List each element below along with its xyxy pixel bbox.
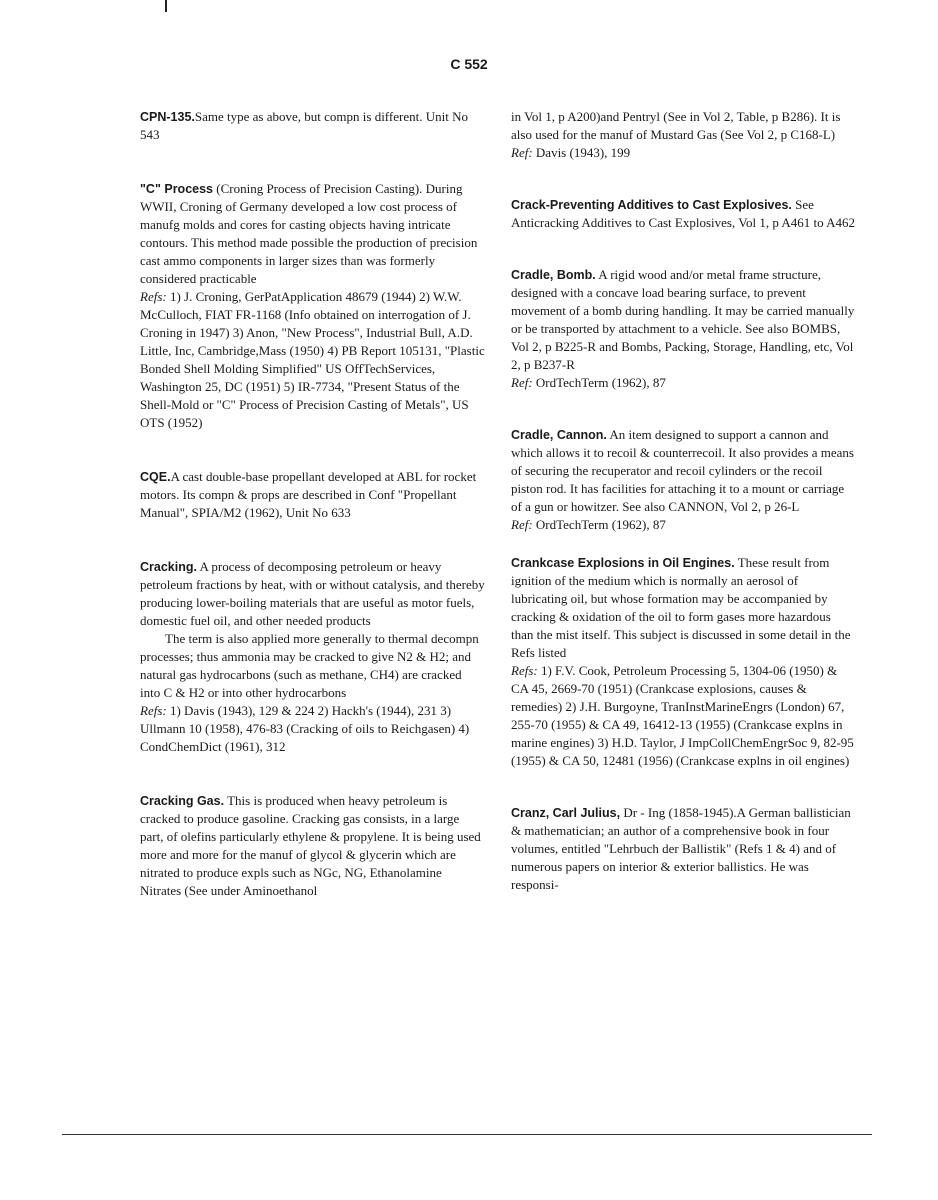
entry-body: See Anticracking Additives to Cast Explosives, Vol 1, p A461 to A462 (511, 197, 856, 230)
entry-heading: Crankcase Explosions in Oil Engines. (511, 556, 735, 570)
entry-body: A process of decomposing petroleum or heavy petroleum fractions by heat, with or without catalysis, and thereby producing lower-boiling materials that are useful as motor fuels, domestic fuel oil, and other needed products (140, 559, 485, 628)
entry-crack-preventing-additives (511, 196, 856, 232)
entry-c-process (140, 180, 485, 432)
entry-body: An item designed to support a cannon and which allows it to recoil & counterrecoil. It also provides a means of securing the recuperator and recoil cylinders or the recoil piston rod. It has facilities for attaching it to a mount or carriage of a gun or howitzer. See also CANNON, Vol 2, p 26-L (511, 427, 854, 514)
entry-heading: Cradle, Cannon. (511, 428, 607, 442)
entry-cradle-bomb (511, 266, 856, 392)
entry-body: (Croning Process of Precision Casting). During WWII, Croning of Germany developed a low cost process of manufg molds and cores for casting objects having intricate contours. This method made possible the production of precision cast ammo components in larger sizes than was formerly considered practicable (140, 181, 478, 286)
refs-label: Refs: (511, 663, 538, 678)
entry-heading: Cracking Gas. (140, 794, 225, 808)
entry-body: Dr - Ing (1858-1945).A German ballistician & mathematician; an author of a comprehensive book in four volumes, entitled "Lehrbuch der Ballistik" (Refs 1 & 4) and of numerous papers on interior & exterior ballistics. He was responsi- (511, 805, 851, 892)
entry-body: These result from ignition of the medium which is normally an aerosol of lubricating oil, but whose formation may be accompanied by cracking & oxidation of the oil to form gases more hazardous than the mist itself. This subject is discussed in some detail in the Refs listed (511, 555, 851, 660)
refs-label: Ref: (511, 517, 533, 532)
entry-heading: Crack-Preventing Additives to Cast Explosives. (511, 198, 792, 212)
entry-heading: Cranz, Carl Julius, (511, 806, 621, 820)
entry-body: A cast double-base propellant developed at ABL for rocket motors. Its compn & props are described in Conf "Propellant Manual", SPIA/M2 (1962), Unit No 633 (140, 469, 477, 520)
refs-text: OrdTechTerm (1962), 87 (532, 517, 666, 532)
entry-body: Same type as above, but compn is different. Unit No 543 (140, 109, 468, 142)
entry-crankcase-explosions (511, 554, 856, 770)
entry-continuation (511, 108, 856, 162)
entry-paragraph-2: The term is also applied more generally to thermal decompn processes; thus ammonia may be cracked to give N2 & H2; and natural gas hydrocarbons (such as methane, CH4) are cracked into C & H2 or into other hydrocarbons (140, 631, 479, 700)
entry-body: in Vol 1, p A200)and Pentryl (See in Vol 2, Table, p B286). It is also used for the manuf of Mustard Gas (See Vol 2, p C168-L) (511, 109, 841, 142)
refs-text: 1) J. Croning, GerPatApplication 48679 (1944) 2) W.W. McCulloch, FIAT FR-1168 (Info obtained on interrogation of J. Croning in 1947) 3) Anon, "New Process", Industrial Bull, A.D. Little, Inc, Cambridge,Mass (1950) 4) PB Report 105131, "Plastic Bonded Shell Molding Simplified" US OffTechServices, Washington 25, DC (1951) 5) IR-7734, "Present Status of the Shell-Mold or "C" Process of Precision Casting of Metals", US OTS (1952) (140, 289, 485, 430)
entry-cracking-gas (140, 792, 485, 900)
entry-body: This is produced when heavy petroleum is cracked to produce gasoline. Cracking gas consists, in a large part, of olefins particularly ethylene & propylene. It is being used more and more for the manuf of glycol & glycerin which are nitrated to produce expls such as NGc, NG, Ethanolamine Nitrates (See under Aminoethanol (140, 793, 481, 898)
entry-cradle-cannon (511, 426, 856, 534)
refs-text: 1) Davis (1943), 129 & 224 2) Hackh's (1944), 231 3) Ullmann 10 (1958), 476-83 (Cracking of oils to Reichgasen) 4) CondChemDict (1961), 312 (140, 703, 470, 754)
entry-cqe (140, 468, 485, 522)
entry-body: A rigid wood and/or metal frame structure, designed with a concave load bearing surface, to prevent movement of a bomb during handling. It may be carried manually or be transported by attachment to a vehicle. See also BOMBS, Vol 2, p B225-R and Bombs, Packing, Storage, Handling, etc, Vol 2, p B237-R (511, 267, 855, 372)
refs-label: Ref: (511, 375, 533, 390)
refs-text: OrdTechTerm (1962), 87 (532, 375, 666, 390)
entry-heading: "C" Process (140, 182, 213, 196)
entry-cpn-135 (140, 108, 485, 144)
refs-label: Refs: (140, 703, 167, 718)
refs-text: Davis (1943), 199 (532, 145, 631, 160)
refs-label: Refs: (140, 289, 167, 304)
left-column (140, 108, 485, 900)
entry-cracking (140, 558, 485, 756)
page-tick-mark (165, 0, 167, 12)
entry-heading: CPN-135. (140, 110, 195, 124)
refs-text: 1) F.V. Cook, Petroleum Processing 5, 1304-06 (1950) & CA 45, 2669-70 (1951) (Crankcase explosions, causes & remedies) 2) J.H. Burgoyne, TranInstMarineEngrs (London) 67, 255-70 (1955) & CA 49, 16412-13 (1955) (Crankcase explns in marine engines) 3) H.D. Taylor, J ImpCollChemEngrSoc 9, 82-95 (1955) & CA 50, 12481 (1956) (Crankcase explns in oil engines) (511, 663, 854, 768)
right-column (511, 108, 856, 894)
entry-cranz (511, 804, 856, 894)
refs-label: Ref: (511, 145, 533, 160)
page-number: C 552 (450, 56, 488, 72)
entry-heading: CQE. (140, 470, 171, 484)
entry-heading: Cradle, Bomb. (511, 268, 596, 282)
entry-heading: Cracking. (140, 560, 197, 574)
bottom-rule (62, 1134, 872, 1135)
